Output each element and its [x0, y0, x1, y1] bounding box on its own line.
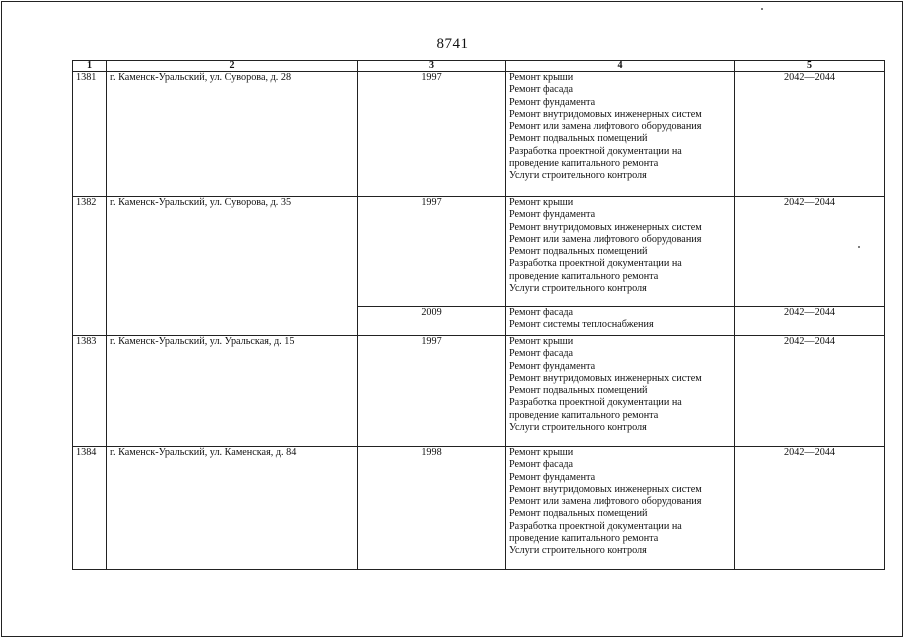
repair-work-item: Ремонт или замена лифтового оборудования: [509, 121, 702, 133]
column-header: 3: [358, 61, 506, 72]
repair-work-item: Услуги строительного контроля: [509, 170, 647, 182]
repair-work-item: Ремонт фасада: [509, 459, 574, 471]
column-header: 2: [107, 61, 358, 72]
repair-works-list: [506, 336, 735, 447]
repair-work-item: Ремонт внутридомовых инженерных систем: [509, 483, 702, 495]
repair-work-item: проведение капитального ремонта: [509, 270, 659, 282]
repair-work-item: Разработка проектной документации на: [509, 397, 682, 409]
repair-work-item: Ремонт внутридомовых инженерных систем: [509, 221, 702, 233]
repair-work-item: Ремонт внутридомовых инженерных систем: [509, 108, 702, 120]
column-header: 4: [506, 61, 735, 72]
page-number: 8741: [436, 36, 469, 52]
repair-work-item: Ремонт или замена лифтового оборудования: [509, 233, 702, 245]
repair-work-item: Ремонт или замена лифтового оборудования: [509, 496, 702, 508]
repair-work-item: Ремонт фундамента: [509, 96, 596, 108]
repair-work-item: проведение капитального ремонта: [509, 409, 659, 421]
table-row: [73, 447, 885, 570]
commission-year: 1997: [358, 72, 506, 197]
record-number: 1382: [73, 197, 107, 336]
repair-work-item: Ремонт крыши: [509, 336, 574, 347]
repair-work-item: Ремонт подвальных помещений: [509, 508, 648, 520]
repair-work-item: Разработка проектной документации на: [509, 520, 682, 532]
repair-work-item: Услуги строительного контроля: [509, 283, 647, 295]
repair-work-item: Ремонт внутридомовых инженерных систем: [509, 372, 702, 384]
repair-work-item: Ремонт системы теплоснабжения: [509, 319, 654, 331]
building-address: г. Каменск-Уральский, ул. Суворова, д. 35: [107, 197, 358, 336]
commission-year: 1997: [358, 336, 506, 447]
repair-work-item: проведение капитального ремонта: [509, 158, 659, 170]
repair-work-item: проведение капитального ремонта: [509, 533, 659, 545]
repair-work-item: Ремонт подвальных помещений: [509, 246, 648, 258]
repair-work-item: Ремонт фасада: [509, 307, 574, 318]
building-address: г. Каменск-Уральский, ул. Каменская, д. 84: [107, 447, 358, 570]
record-number: 1381: [73, 72, 107, 197]
repair-work-item: Разработка проектной документации на: [509, 145, 682, 157]
record-number: 1384: [73, 447, 107, 570]
table-row: [73, 197, 885, 307]
column-header: 1: [73, 61, 107, 72]
repair-work-item: Ремонт подвальных помещений: [509, 133, 648, 145]
column-header: 5: [735, 61, 885, 72]
commission-year: 2009: [358, 307, 506, 336]
repair-works-list: [506, 197, 735, 307]
repair-schedule-table: [72, 60, 885, 570]
repair-work-item: Разработка проектной документации на: [509, 258, 682, 270]
repair-period: 2042—2044: [735, 307, 885, 336]
repair-work-item: Ремонт фасада: [509, 348, 574, 360]
repair-work-item: Услуги строительного контроля: [509, 422, 647, 434]
scan-speck: [761, 8, 763, 10]
repair-work-item: Ремонт подвальных помещений: [509, 385, 648, 397]
repair-work-item: Ремонт крыши: [509, 447, 574, 458]
commission-year: 1998: [358, 447, 506, 570]
repair-works-list: [506, 307, 735, 336]
table-header-row: [73, 61, 885, 72]
table-row: [73, 336, 885, 447]
repair-work-item: Ремонт фундамента: [509, 471, 596, 483]
repair-work-item: Ремонт фундамента: [509, 209, 596, 221]
record-number: 1383: [73, 336, 107, 447]
commission-year: 1997: [358, 197, 506, 307]
repair-period: 2042—2044: [735, 336, 885, 447]
repair-work-item: Ремонт крыши: [509, 72, 574, 83]
repair-work-item: Ремонт крыши: [509, 197, 574, 208]
repair-work-item: Услуги строительного контроля: [509, 545, 647, 557]
repair-period: 2042—2044: [735, 447, 885, 570]
building-address: г. Каменск-Уральский, ул. Уральская, д. 15: [107, 336, 358, 447]
repair-period: 2042—2044: [735, 72, 885, 197]
table-body: [73, 72, 885, 570]
repair-work-item: Ремонт фасада: [509, 84, 574, 96]
table-row: [73, 72, 885, 197]
repair-period: 2042—2044: [735, 197, 885, 307]
repair-works-list: [506, 72, 735, 197]
building-address: г. Каменск-Уральский, ул. Суворова, д. 28: [107, 72, 358, 197]
repair-works-list: [506, 447, 735, 570]
repair-work-item: Ремонт фундамента: [509, 360, 596, 372]
